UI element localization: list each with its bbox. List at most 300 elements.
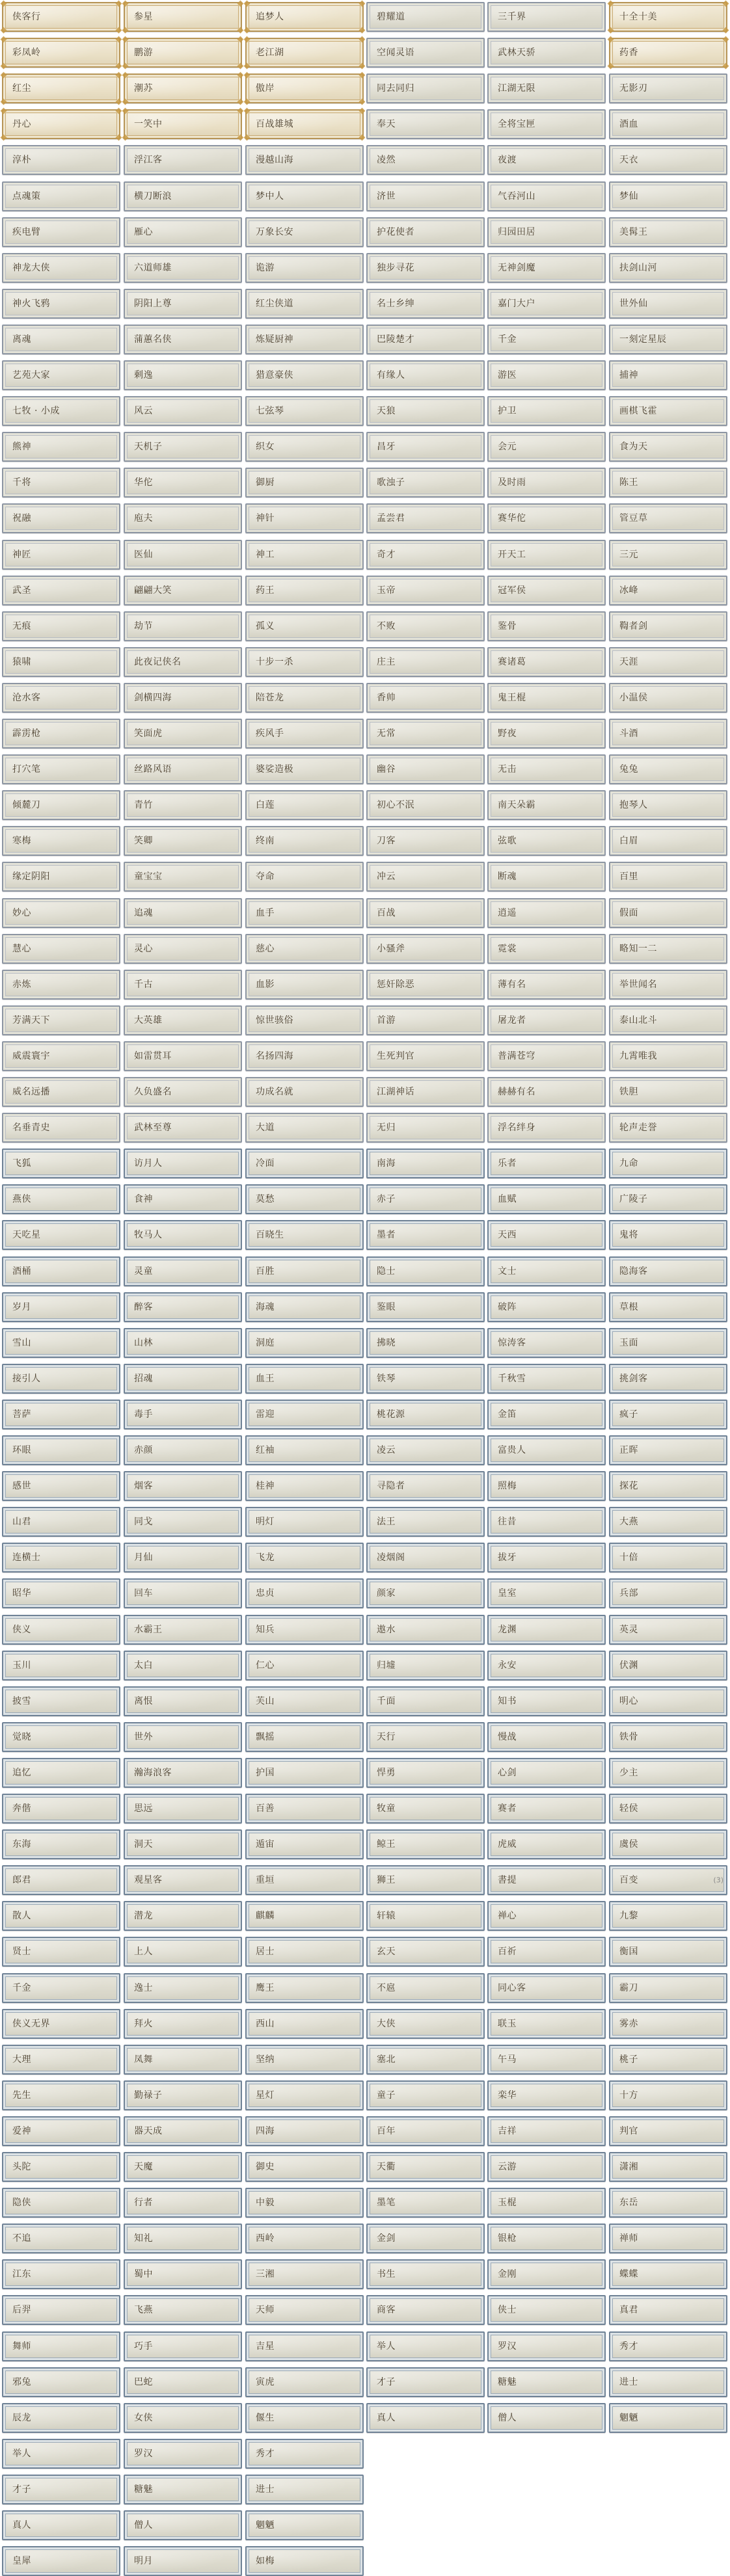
title-tile[interactable] [245, 1256, 364, 1286]
title-tile[interactable] [366, 1435, 485, 1465]
title-tile[interactable] [366, 217, 485, 247]
title-tile[interactable] [487, 1937, 606, 1967]
title-tile[interactable] [609, 1471, 727, 1501]
title-tile[interactable] [366, 1256, 485, 1286]
title-tile[interactable] [366, 576, 485, 605]
title-tile[interactable] [124, 2439, 242, 2469]
title-tile[interactable] [366, 611, 485, 641]
title-tile[interactable] [366, 503, 485, 533]
title-tile[interactable] [245, 2152, 364, 2182]
title-tile[interactable] [366, 2080, 485, 2110]
title-tile[interactable] [245, 2403, 364, 2433]
title-tile[interactable] [245, 503, 364, 533]
title-tile[interactable] [487, 1364, 606, 1394]
title-tile[interactable] [609, 1578, 727, 1608]
title-tile[interactable] [609, 540, 727, 570]
title-tile[interactable] [366, 540, 485, 570]
title-tile[interactable] [487, 1973, 606, 2003]
title-tile[interactable] [124, 1507, 242, 1537]
title-tile[interactable] [609, 754, 727, 784]
title-tile[interactable] [245, 1364, 364, 1394]
title-tile[interactable] [366, 2224, 485, 2253]
title-tile[interactable] [487, 970, 606, 1000]
title-tile[interactable] [487, 289, 606, 319]
title-tile[interactable] [124, 2475, 242, 2504]
title-tile[interactable] [124, 1292, 242, 1322]
title-tile[interactable] [487, 934, 606, 964]
title-tile[interactable] [2, 540, 120, 570]
title-tile[interactable] [2, 2, 120, 32]
title-tile[interactable] [609, 576, 727, 605]
title-tile[interactable] [124, 2080, 242, 2110]
title-tile[interactable] [124, 1041, 242, 1071]
title-tile[interactable] [487, 73, 606, 103]
title-tile[interactable] [124, 719, 242, 749]
title-tile[interactable] [487, 719, 606, 749]
title-tile[interactable] [2, 1435, 120, 1465]
title-tile[interactable] [124, 2224, 242, 2253]
title-tile[interactable] [245, 2188, 364, 2218]
title-tile[interactable] [609, 2295, 727, 2325]
title-tile[interactable] [245, 576, 364, 605]
title-tile[interactable] [487, 2259, 606, 2289]
title-tile[interactable] [366, 1794, 485, 1824]
title-tile[interactable] [487, 181, 606, 211]
title-tile[interactable] [2, 1328, 120, 1358]
title-tile[interactable] [609, 2331, 727, 2361]
title-tile[interactable] [609, 683, 727, 713]
title-tile[interactable] [2, 1615, 120, 1645]
title-tile[interactable] [124, 2295, 242, 2325]
title-tile[interactable] [245, 145, 364, 175]
title-tile[interactable] [487, 1184, 606, 1214]
title-tile[interactable] [245, 2, 364, 32]
title-tile[interactable] [124, 1578, 242, 1608]
title-tile[interactable] [487, 790, 606, 820]
title-tile[interactable] [245, 109, 364, 139]
title-tile[interactable] [124, 1973, 242, 2003]
title-tile[interactable] [487, 2188, 606, 2218]
title-tile[interactable] [245, 2259, 364, 2289]
title-tile[interactable] [245, 611, 364, 641]
title-tile[interactable] [245, 540, 364, 570]
title-tile[interactable] [366, 1651, 485, 1680]
title-tile[interactable] [609, 289, 727, 319]
title-tile[interactable] [366, 38, 485, 68]
title-tile[interactable] [2, 1722, 120, 1752]
title-tile[interactable] [245, 1901, 364, 1931]
title-tile[interactable] [124, 2116, 242, 2146]
title-tile[interactable] [366, 1113, 485, 1143]
title-tile[interactable] [609, 1901, 727, 1931]
title-tile[interactable] [2, 432, 120, 462]
title-tile[interactable] [245, 2510, 364, 2540]
title-tile[interactable] [366, 683, 485, 713]
title-tile[interactable] [487, 2116, 606, 2146]
title-tile[interactable] [2, 1113, 120, 1143]
title-tile[interactable] [2, 2439, 120, 2469]
title-tile[interactable] [2, 503, 120, 533]
title-tile[interactable] [245, 360, 364, 390]
title-tile[interactable] [366, 1364, 485, 1394]
title-tile[interactable] [2, 2295, 120, 2325]
title-tile[interactable] [487, 611, 606, 641]
title-tile[interactable] [2, 1471, 120, 1501]
title-tile[interactable] [487, 683, 606, 713]
title-tile[interactable] [487, 1292, 606, 1322]
title-tile[interactable] [366, 934, 485, 964]
title-tile[interactable] [609, 719, 727, 749]
title-tile[interactable] [2, 360, 120, 390]
title-tile[interactable] [2, 2403, 120, 2433]
title-tile[interactable] [124, 289, 242, 319]
title-tile[interactable] [124, 1686, 242, 1716]
title-tile[interactable] [366, 862, 485, 892]
title-tile[interactable] [245, 432, 364, 462]
title-tile[interactable] [124, 970, 242, 1000]
title-tile[interactable] [2, 1543, 120, 1573]
title-tile[interactable] [609, 1364, 727, 1394]
title-tile[interactable] [609, 1149, 727, 1178]
title-tile[interactable] [366, 2295, 485, 2325]
title-tile[interactable] [609, 145, 727, 175]
title-tile[interactable] [2, 38, 120, 68]
title-tile[interactable] [2, 253, 120, 283]
title-tile[interactable] [609, 109, 727, 139]
title-tile[interactable] [2, 289, 120, 319]
title-tile[interactable] [366, 1328, 485, 1358]
title-tile[interactable] [487, 2367, 606, 2397]
title-tile[interactable] [609, 2045, 727, 2075]
title-tile[interactable] [2, 1005, 120, 1035]
title-tile[interactable] [124, 109, 242, 139]
title-tile[interactable] [609, 1722, 727, 1752]
title-tile[interactable] [245, 2009, 364, 2039]
title-tile[interactable] [245, 1794, 364, 1824]
title-tile[interactable] [366, 647, 485, 677]
title-tile[interactable] [124, 790, 242, 820]
title-tile[interactable] [124, 2, 242, 32]
title-tile[interactable] [366, 898, 485, 928]
title-tile[interactable] [124, 1184, 242, 1214]
title-tile[interactable] [487, 2224, 606, 2253]
title-tile[interactable] [245, 2367, 364, 2397]
title-tile[interactable] [609, 898, 727, 928]
title-tile[interactable] [366, 970, 485, 1000]
title-tile[interactable] [487, 540, 606, 570]
title-tile[interactable] [124, 253, 242, 283]
title-tile[interactable] [609, 1758, 727, 1788]
title-tile[interactable] [487, 1722, 606, 1752]
title-tile[interactable] [245, 38, 364, 68]
title-tile[interactable] [609, 1543, 727, 1573]
title-tile[interactable] [124, 1400, 242, 1429]
title-tile[interactable] [487, 1615, 606, 1645]
title-tile[interactable] [609, 1041, 727, 1071]
title-tile[interactable] [609, 1435, 727, 1465]
title-tile[interactable] [2, 109, 120, 139]
title-tile[interactable] [609, 1256, 727, 1286]
title-tile[interactable] [366, 360, 485, 390]
title-tile[interactable] [2, 145, 120, 175]
title-tile[interactable] [609, 73, 727, 103]
title-tile[interactable] [366, 790, 485, 820]
title-tile[interactable] [366, 1471, 485, 1501]
title-tile[interactable] [487, 217, 606, 247]
title-tile[interactable] [245, 862, 364, 892]
title-tile[interactable] [2, 1256, 120, 1286]
title-tile[interactable] [124, 217, 242, 247]
title-tile[interactable] [609, 217, 727, 247]
title-tile[interactable] [124, 2259, 242, 2289]
title-tile[interactable] [366, 719, 485, 749]
title-tile[interactable] [245, 1220, 364, 1250]
title-tile[interactable] [245, 934, 364, 964]
title-tile[interactable] [245, 2116, 364, 2146]
title-tile[interactable] [124, 647, 242, 677]
title-tile[interactable] [487, 432, 606, 462]
title-tile[interactable] [2, 2546, 120, 2576]
title-tile[interactable] [487, 1686, 606, 1716]
title-tile[interactable] [487, 360, 606, 390]
title-tile[interactable] [609, 1615, 727, 1645]
title-tile[interactable] [245, 1686, 364, 1716]
title-tile[interactable] [2, 790, 120, 820]
title-tile[interactable] [609, 970, 727, 1000]
title-tile[interactable] [124, 181, 242, 211]
title-tile[interactable] [366, 1578, 485, 1608]
title-tile[interactable] [124, 1651, 242, 1680]
title-tile[interactable] [487, 1901, 606, 1931]
title-tile[interactable] [366, 1041, 485, 1071]
title-tile[interactable] [609, 1005, 727, 1035]
title-tile[interactable] [124, 1256, 242, 1286]
title-tile[interactable] [487, 1005, 606, 1035]
title-tile[interactable] [245, 2546, 364, 2576]
title-tile[interactable] [124, 1328, 242, 1358]
title-tile[interactable] [2, 468, 120, 498]
title-tile[interactable] [2, 1149, 120, 1178]
title-tile[interactable] [2, 1292, 120, 1322]
title-tile[interactable] [124, 432, 242, 462]
title-tile[interactable] [245, 1400, 364, 1429]
title-tile[interactable] [609, 1865, 727, 1895]
title-tile[interactable] [487, 1256, 606, 1286]
title-tile[interactable] [366, 1292, 485, 1322]
title-tile[interactable] [245, 325, 364, 354]
title-tile[interactable] [366, 1149, 485, 1178]
title-tile[interactable] [487, 2403, 606, 2433]
title-tile[interactable] [609, 2, 727, 32]
title-tile[interactable] [609, 862, 727, 892]
title-tile[interactable] [245, 1435, 364, 1465]
title-tile[interactable] [366, 109, 485, 139]
title-tile[interactable] [2, 1829, 120, 1859]
title-tile[interactable] [609, 826, 727, 856]
title-tile[interactable] [124, 1901, 242, 1931]
title-tile[interactable] [2, 719, 120, 749]
title-tile[interactable] [366, 2045, 485, 2075]
title-tile[interactable] [245, 790, 364, 820]
title-tile[interactable] [487, 898, 606, 928]
title-tile[interactable] [2, 1220, 120, 1250]
title-tile[interactable] [487, 576, 606, 605]
title-tile[interactable] [487, 1471, 606, 1501]
title-tile[interactable] [124, 38, 242, 68]
title-tile[interactable] [609, 1328, 727, 1358]
title-tile[interactable] [487, 253, 606, 283]
title-tile[interactable] [2, 325, 120, 354]
title-tile[interactable] [487, 325, 606, 354]
title-tile[interactable] [2, 754, 120, 784]
title-tile[interactable] [366, 754, 485, 784]
title-tile[interactable] [2, 1758, 120, 1788]
title-tile[interactable] [2, 2510, 120, 2540]
title-tile[interactable] [609, 1507, 727, 1537]
title-tile[interactable] [245, 396, 364, 426]
title-tile[interactable] [366, 325, 485, 354]
title-tile[interactable] [487, 1543, 606, 1573]
title-tile[interactable] [2, 1184, 120, 1214]
title-tile[interactable] [487, 1041, 606, 1071]
title-tile[interactable] [245, 1507, 364, 1537]
title-tile[interactable] [124, 2152, 242, 2182]
title-tile[interactable] [124, 1758, 242, 1788]
title-tile[interactable] [487, 1865, 606, 1895]
title-tile[interactable] [609, 611, 727, 641]
title-tile[interactable] [124, 503, 242, 533]
title-tile[interactable] [366, 2259, 485, 2289]
title-tile[interactable] [487, 396, 606, 426]
title-tile[interactable] [609, 432, 727, 462]
title-tile[interactable] [487, 1578, 606, 1608]
title-tile[interactable] [609, 1686, 727, 1716]
title-tile[interactable] [366, 1543, 485, 1573]
title-tile[interactable] [609, 2152, 727, 2182]
title-tile[interactable] [124, 2546, 242, 2576]
title-tile[interactable] [245, 1578, 364, 1608]
title-tile[interactable] [2, 1364, 120, 1394]
title-tile[interactable] [487, 2080, 606, 2110]
title-tile[interactable] [124, 145, 242, 175]
title-tile[interactable] [609, 253, 727, 283]
title-tile[interactable] [366, 1901, 485, 1931]
title-tile[interactable] [245, 683, 364, 713]
title-tile[interactable] [245, 1328, 364, 1358]
title-tile[interactable] [366, 181, 485, 211]
title-tile[interactable] [609, 2080, 727, 2110]
title-tile[interactable] [124, 2403, 242, 2433]
title-tile[interactable] [124, 611, 242, 641]
title-tile[interactable] [2, 934, 120, 964]
title-tile[interactable] [366, 468, 485, 498]
title-tile[interactable] [487, 2045, 606, 2075]
title-tile[interactable] [2, 1400, 120, 1429]
title-tile[interactable] [2, 611, 120, 641]
title-tile[interactable] [124, 73, 242, 103]
title-tile[interactable] [2, 1651, 120, 1680]
title-tile[interactable] [487, 1507, 606, 1537]
title-tile[interactable] [245, 468, 364, 498]
title-tile[interactable] [609, 325, 727, 354]
title-tile[interactable] [609, 1973, 727, 2003]
title-tile[interactable] [245, 253, 364, 283]
title-tile[interactable] [245, 1615, 364, 1645]
title-tile[interactable] [245, 1543, 364, 1573]
title-tile[interactable] [124, 2009, 242, 2039]
title-tile[interactable] [487, 2331, 606, 2361]
title-tile[interactable] [609, 2259, 727, 2289]
title-tile[interactable] [609, 1077, 727, 1107]
title-tile[interactable] [487, 647, 606, 677]
title-tile[interactable] [245, 1651, 364, 1680]
title-tile[interactable] [487, 503, 606, 533]
title-tile[interactable] [2, 1794, 120, 1824]
title-tile[interactable] [124, 2045, 242, 2075]
title-tile[interactable] [2, 2116, 120, 2146]
title-tile[interactable] [245, 1865, 364, 1895]
title-tile[interactable] [124, 1794, 242, 1824]
title-tile[interactable] [2, 2080, 120, 2110]
title-tile[interactable] [487, 38, 606, 68]
title-tile[interactable] [124, 576, 242, 605]
title-tile[interactable] [487, 826, 606, 856]
title-tile[interactable] [124, 1615, 242, 1645]
title-tile[interactable] [487, 2152, 606, 2182]
title-tile[interactable] [2, 2188, 120, 2218]
title-tile[interactable] [487, 2, 606, 32]
title-tile[interactable] [366, 1615, 485, 1645]
title-tile[interactable] [124, 2188, 242, 2218]
title-tile[interactable] [245, 2080, 364, 2110]
title-tile[interactable] [366, 2009, 485, 2039]
title-tile[interactable] [487, 754, 606, 784]
title-tile[interactable] [124, 1113, 242, 1143]
title-tile[interactable] [2, 2259, 120, 2289]
title-tile[interactable] [366, 2403, 485, 2433]
title-tile[interactable] [245, 2331, 364, 2361]
title-tile[interactable] [2, 1973, 120, 2003]
title-tile[interactable] [124, 683, 242, 713]
title-tile[interactable] [366, 1829, 485, 1859]
title-tile[interactable] [245, 1471, 364, 1501]
title-tile[interactable] [2, 683, 120, 713]
title-tile[interactable] [609, 1829, 727, 1859]
title-tile[interactable] [609, 1184, 727, 1214]
title-tile[interactable] [609, 360, 727, 390]
title-tile[interactable] [487, 1758, 606, 1788]
title-tile[interactable] [245, 73, 364, 103]
title-tile[interactable] [366, 1077, 485, 1107]
title-tile[interactable] [366, 1400, 485, 1429]
title-tile[interactable] [609, 2367, 727, 2397]
title-tile[interactable] [2, 73, 120, 103]
title-tile[interactable] [487, 145, 606, 175]
title-tile[interactable] [245, 2439, 364, 2469]
title-tile[interactable] [2, 396, 120, 426]
title-tile[interactable] [487, 1328, 606, 1358]
title-tile[interactable] [245, 1077, 364, 1107]
title-tile[interactable] [245, 2295, 364, 2325]
title-tile[interactable] [2, 826, 120, 856]
title-tile[interactable] [366, 1005, 485, 1035]
title-tile[interactable] [245, 1113, 364, 1143]
title-tile[interactable] [487, 468, 606, 498]
title-tile[interactable] [609, 503, 727, 533]
title-tile[interactable] [2, 862, 120, 892]
title-tile[interactable] [366, 1184, 485, 1214]
title-tile[interactable] [2, 970, 120, 1000]
